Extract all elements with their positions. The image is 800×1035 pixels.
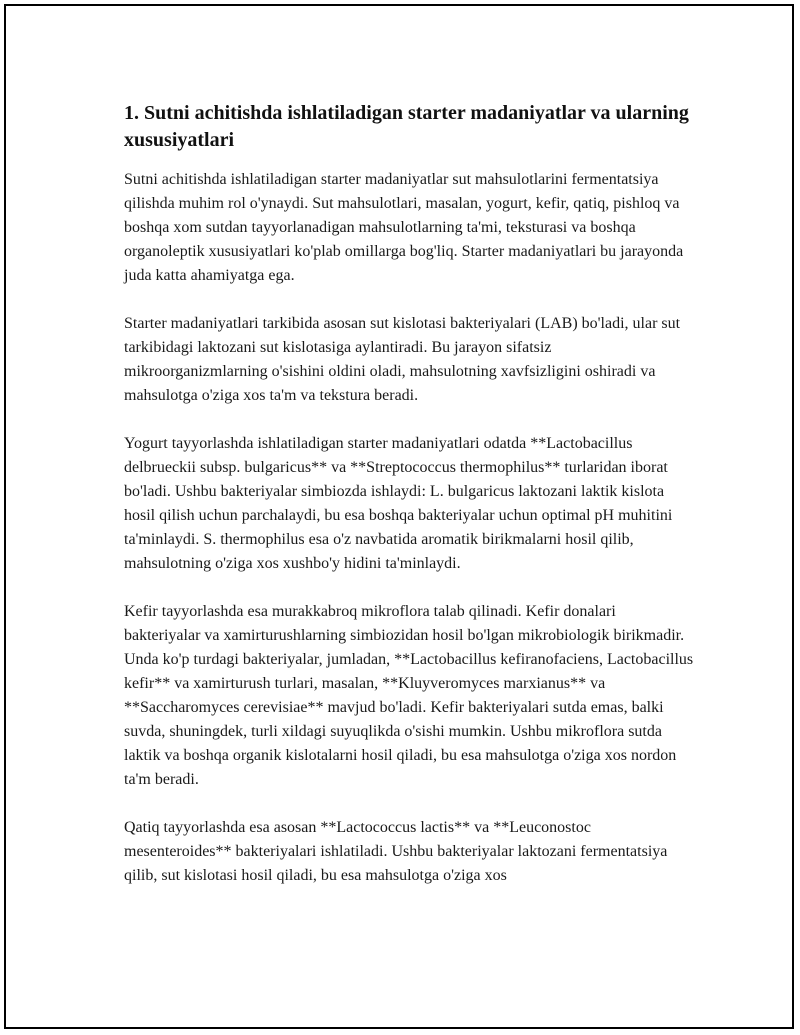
document-body — [124, 100, 694, 912]
paragraph: Starter madaniyatlari tarkibida asosan sut kislotasi bakteriyalari (LAB) bo'ladi, ular sut tarkibidagi laktozani sut kislotasiga aylantiradi. Bu jarayon sifatsiz mikroorganizmlarning o'sishini oldini oladi, mahsulotning xavfsizligini oshiradi va mahsulotga o'ziga xos ta'm va tekstura beradi. — [124, 315, 681, 404]
paragraph: Yogurt tayyorlashda ishlatiladigan starter madaniyatlari odatda **Lactobacillus delbrueckii subsp. bulgaricus** va **Streptococcus thermophilus** turlaridan iborat bo'ladi. Ushbu bakteriyalar simbiozda ishlaydi: L. bulgaricus laktozani laktik kislota hosil qilish uchun parchalaydi, bu esa boshqa bakteriyalar uchun optimal pH muhitini ta'minlaydi. S. thermophilus esa o'z navbatida aromatik birikmalarni hosil qilib, mahsulotning o'ziga xos xushbo'y hidini ta'minlaydi. — [124, 435, 673, 572]
section-heading: 1. Sutni achitishda ishlatiladigan starter madaniyatlar va ularning xususiyatlari — [124, 102, 689, 151]
paragraph: Qatiq tayyorlashda esa asosan **Lactococcus lactis** va **Leuconostoc mesenteroides** bakteriyalari ishlatiladi. Ushbu bakteriyalar laktozani fermentatsiya qilib, sut kislotasi hosil qiladi, bu esa mahsulotga o'ziga xos — [124, 819, 668, 884]
paragraph: Kefir tayyorlashda esa murakkabroq mikroflora talab qilinadi. Kefir donalari bakteriyalar va xamirturushlarning simbiozidan hosil bo'lgan mikrobiologik birikmadir. Unda ko'p turdagi bakteriyalar, jumladan, **Lactobacillus kefiranofaciens, Lactobacillus kefir** va xamirturush turlari, masalan, **Kluyveromyces marxianus** va **Saccharomyces cerevisiae** mavjud bo'ladi. Kefir bakteriyalari sutda emas, balki suvda, shuningdek, turli xildagi suyuqlikda o'sishi mumkin. Ushbu mikroflora sutda laktik va boshqa organik kislotalarni hosil qiladi, bu esa mahsulotga o'ziga xos nordon ta'm beradi. — [124, 603, 694, 788]
paragraph: Sutni achitishda ishlatiladigan starter madaniyatlar sut mahsulotlarini fermentatsiya qilishda muhim rol o'ynaydi. Sut mahsulotlari, masalan, yogurt, kefir, qatiq, pishloq va boshqa xom sutdan tayyorlanadigan mahsulotlarning ta'mi, teksturasi va boshqa organoleptik xususiyatlari ko'plab omillarga bog'liq. Starter madaniyatlari bu jarayonda juda katta ahamiyatga ega. — [124, 171, 684, 284]
page-frame — [4, 4, 794, 1029]
